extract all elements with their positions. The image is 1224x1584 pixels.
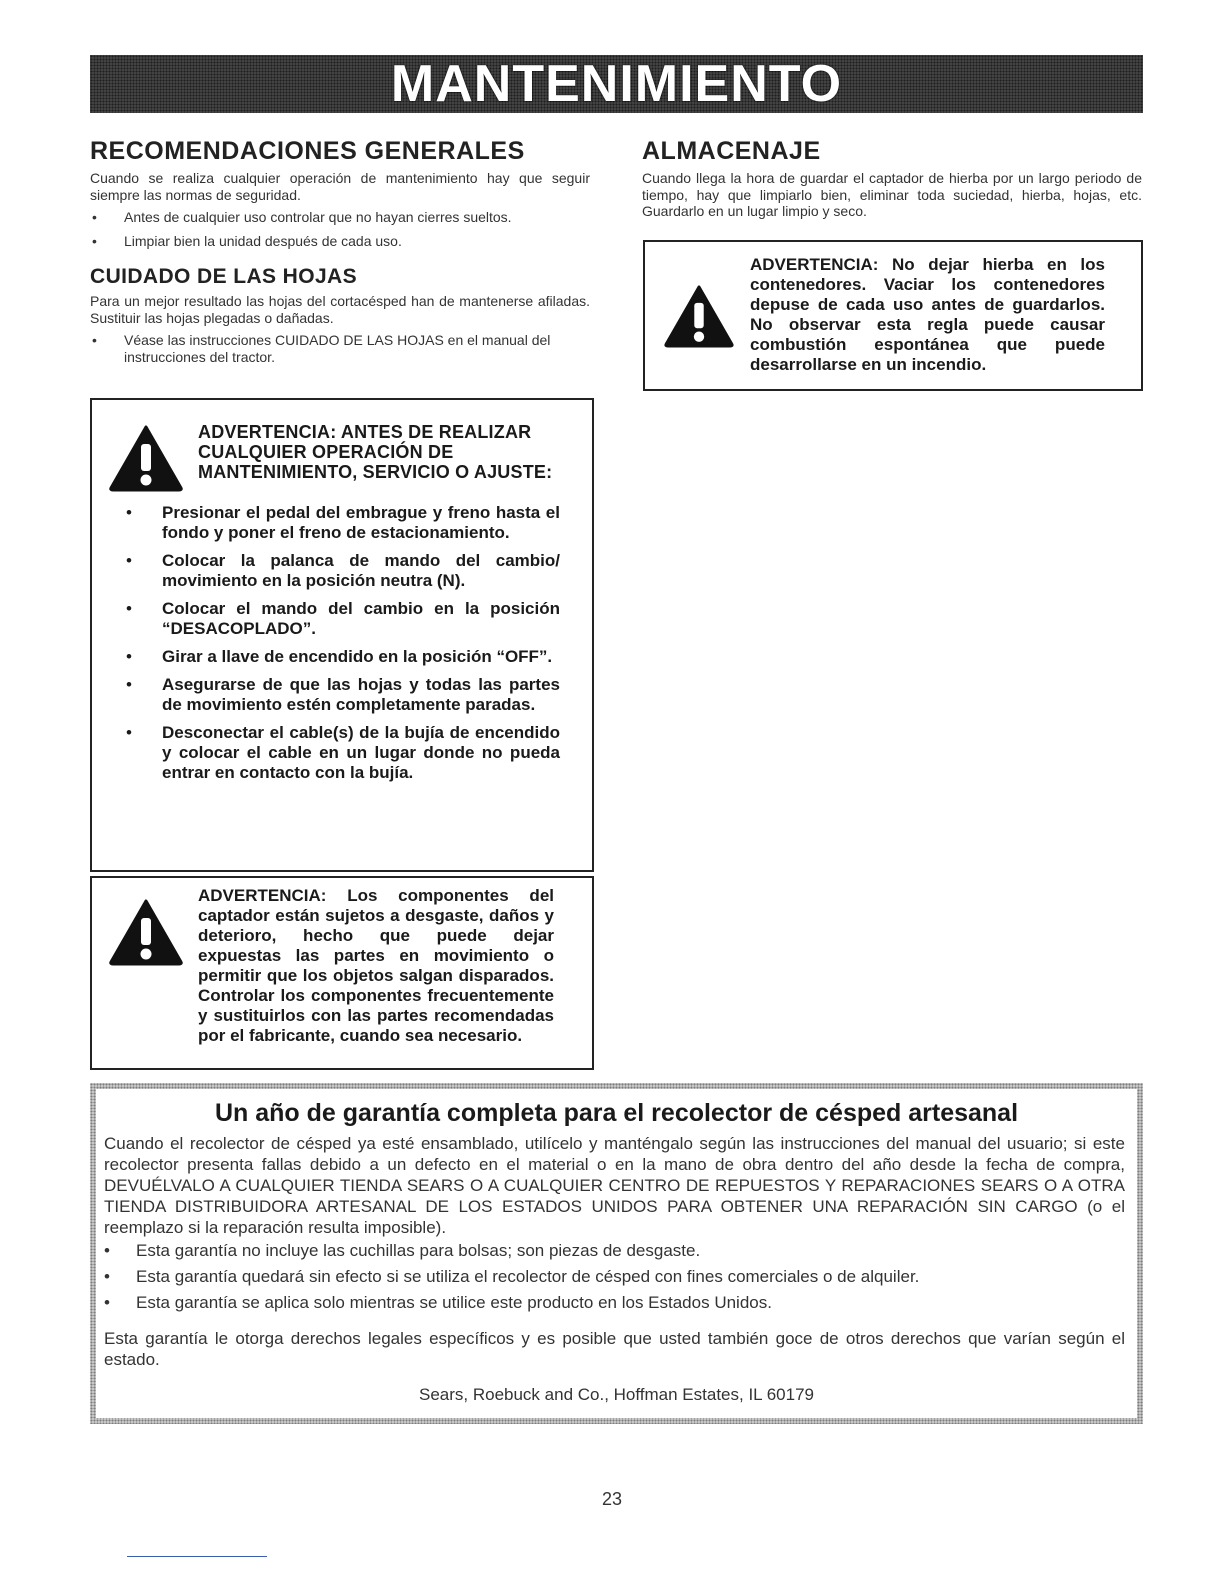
storage-heading: ALMACENAJE bbox=[642, 137, 821, 165]
warranty-rights: Esta garantía le otorga derechos legales específicos y es posible que usted también goce de otros derechos que varían según el estado. bbox=[104, 1329, 1125, 1369]
warranty-content bbox=[96, 1089, 1137, 1418]
warning-triangle-icon bbox=[663, 284, 735, 348]
warranty-list bbox=[96, 1240, 1137, 1313]
list-item: • Antes de cualquier uso controlar que no hayan cierres sueltos. bbox=[92, 209, 512, 225]
storage-intro: Cuando llega la hora de guardar el captador de hierba por un largo periodo de tiempo, hay que limpiarlo bien, eliminar toda suciedad, hierba, hojas, etc. Guardarlo en un lugar limpio y seco. bbox=[642, 170, 1142, 219]
blades-list bbox=[90, 332, 590, 365]
right-column bbox=[642, 137, 1142, 220]
footer-divider bbox=[127, 1556, 267, 1557]
list-item: • Desconectar el cable(s) de la bujía de encendido y colocar el cable en un lugar donde no pueda entrar en contacto con la bujía. bbox=[126, 723, 560, 782]
general-intro: Cuando se realiza cualquier operación de mantenimiento hay que seguir siempre las normas de seguridad. bbox=[90, 170, 590, 203]
warning-service-box bbox=[90, 398, 594, 872]
warning-triangle-icon bbox=[108, 424, 184, 492]
blades-heading: CUIDADO DE LAS HOJAS bbox=[90, 265, 358, 288]
page-title: MANTENIMIENTO bbox=[390, 55, 843, 113]
warranty-address: Sears, Roebuck and Co., Hoffman Estates, IL 60179 bbox=[418, 1385, 814, 1404]
title-banner bbox=[90, 55, 1143, 113]
list-item: • Esta garantía quedará sin efecto si se utiliza el recolector de césped con fines comerciales o de alquiler. bbox=[104, 1267, 920, 1286]
warning-storage-box bbox=[643, 240, 1143, 391]
warning-components-text: ADVERTENCIA: Los componentes del captador están sujetos a desgaste, daños y deterioro, hecho que puede dejar expuestas las partes en movimiento o permitir que los objetos salgan disparados. Controlar los componentes frecuentemente y sustituirlos con las partes recomendadas por el fabricante, cuando sea necesario. bbox=[198, 886, 554, 1045]
warranty-body: Cuando el recolector de césped ya esté ensamblado, utilícelo y manténgalo según las instrucciones del manual del usuario; si este recolector presenta fallas debido a un defecto en el material o en la mano de obra dentro del año desde la fecha de compra, DEVUÉLVALO A CUALQUIER TIENDA SEARS O A CUALQUIER CENTRO DE REPUESTOS Y REPARACIONES SEARS O A OTRA TIENDA DISTRIBUIDORA ARTESANAL DE LOS ESTADOS UNIDOS PARA OBTENER UNA REPARACIÓN SIN CARGO (o el reemplazo si la reparación resulta imposible). bbox=[104, 1134, 1125, 1237]
list-item: • Girar a llave de encendido en la posición “OFF”. bbox=[126, 647, 553, 666]
warning-service-heading: ADVERTENCIA: ANTES DE REALIZAR CUALQUIER OPERACIÓN DE MANTENIMIENTO, SERVICIO O AJUSTE: bbox=[198, 422, 553, 482]
list-item: • Presionar el pedal del embrague y freno hasta el fondo y poner el freno de estacionamiento. bbox=[126, 503, 560, 542]
warning-storage-text: ADVERTENCIA: No dejar hierba en los contenedores. Vaciar los contenedores depuse de cada uso antes de guardarlos. No observar esta regla puede causar combustión espontánea que puede desarrollarse en un incendio. bbox=[750, 255, 1105, 374]
page-number: 23 bbox=[601, 1489, 623, 1509]
list-item: • Esta garantía se aplica solo mientras se utilice este producto en los Estados Unidos. bbox=[104, 1293, 772, 1312]
blades-intro: Para un mejor resultado las hojas del cortacésped han de mantenerse afiladas. Sustituir las hojas plegadas o dañadas. bbox=[90, 293, 590, 326]
list-item: • Colocar la palanca de mando del cambio/ movimiento en la posición neutra (N). bbox=[126, 551, 560, 590]
warning-triangle-icon bbox=[108, 898, 184, 966]
warning-components-box bbox=[90, 876, 594, 1070]
warning-service-list bbox=[120, 503, 560, 791]
list-item: • Limpiar bien la unidad después de cada uso. bbox=[92, 232, 402, 249]
warranty-title: Un año de garantía completa para el recolector de césped artesanal bbox=[214, 1099, 1019, 1127]
general-list bbox=[90, 209, 590, 249]
list-item: • Véase las instrucciones CUIDADO DE LAS HOJAS en el manual del instrucciones del tractor. bbox=[92, 332, 551, 365]
general-heading: RECOMENDACIONES GENERALES bbox=[90, 137, 525, 165]
list-item: • Asegurarse de que las hojas y todas las partes de movimiento estén completamente paradas. bbox=[126, 675, 560, 714]
list-item: • Colocar el mando del cambio en la posición “DESACOPLADO”. bbox=[126, 599, 560, 638]
left-column bbox=[90, 137, 590, 372]
list-item: • Esta garantía no incluye las cuchillas para bolsas; son piezas de desgaste. bbox=[104, 1241, 701, 1260]
warranty-box bbox=[90, 1083, 1143, 1424]
